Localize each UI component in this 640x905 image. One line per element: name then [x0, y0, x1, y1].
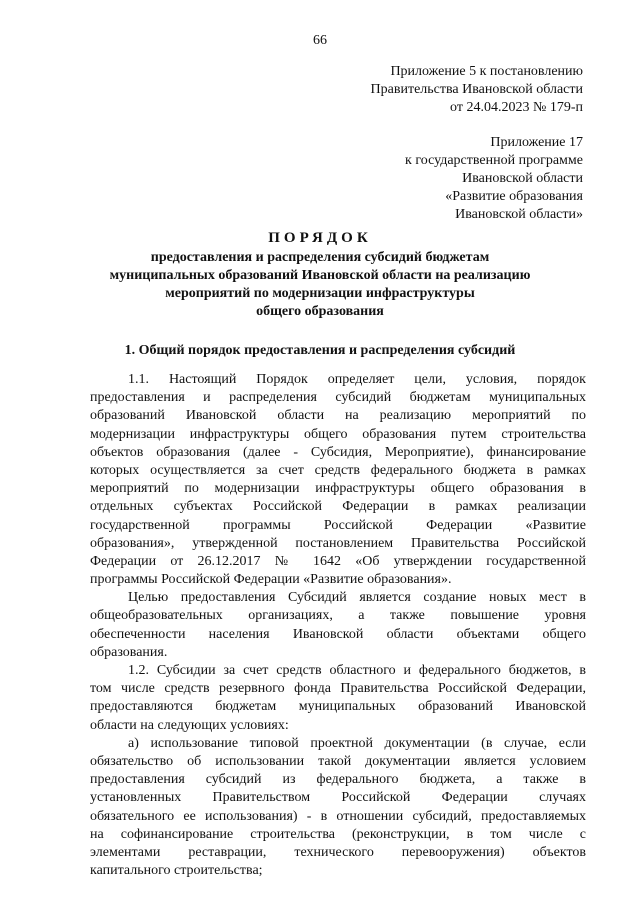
- paragraph-line: элементами реставрации, технического перевооружения) объектов: [90, 844, 586, 860]
- paragraph-line: которых осуществляется за счет средств федерального бюджета в рамках: [90, 462, 586, 478]
- subtitle-line: предоставления и распределения субсидий бюджетам: [150, 250, 490, 265]
- paragraph-line: Федерации от 26.12.2017 № 1642 «Об утверждении государственной: [90, 553, 586, 569]
- paragraph-line: государственной программы Российской Федерации «Развитие: [90, 517, 586, 533]
- paragraph-line: области на следующих условиях:: [90, 717, 289, 733]
- program-line: Приложение 17: [490, 135, 583, 150]
- appendix-line: Правительства Ивановской области: [370, 82, 583, 97]
- appendix-line: от 24.04.2023 № 179-п: [450, 100, 583, 115]
- subtitle-line: мероприятий по модернизации инфраструктуры: [165, 286, 475, 301]
- appendix-reference-block: [371, 63, 583, 117]
- paragraph-line: на софинансирование строительства (реконструкции, в том числе с: [90, 826, 586, 842]
- paragraph-line: отдельных субъектах Российской Федерации в рамках реализации: [90, 499, 586, 515]
- paragraph-line: программы Российской Федерации «Развитие образования».: [90, 572, 452, 588]
- paragraph: [90, 662, 586, 735]
- document-title: ПОРЯДОК: [268, 230, 372, 246]
- program-line: к государственной программе: [405, 153, 583, 168]
- paragraph-line: обеспеченности населения Ивановской области объектами общего: [90, 626, 586, 642]
- paragraph-line: том числе средств резервного фонда Правительства Российской Федерации,: [90, 681, 586, 697]
- paragraph: [90, 589, 586, 662]
- program-reference-block: [405, 134, 583, 224]
- paragraph-line: предоставления и распределения субсидий бюджетам муниципальных: [90, 390, 586, 406]
- paragraph: [90, 371, 586, 589]
- paragraph-line: объектов образования (далее - Субсидия, Мероприятие), финансирование: [90, 444, 586, 460]
- document-body: [90, 371, 586, 880]
- paragraph-line: предоставляются бюджетам муниципальных образований Ивановской: [90, 699, 586, 715]
- subtitle-line: муниципальных образований Ивановской области на реализацию: [109, 268, 531, 283]
- paragraph-line: предоставления субсидий из федерального бюджета, а также в: [90, 772, 586, 788]
- document-subtitle: [90, 249, 550, 321]
- program-line: Ивановской области»: [455, 207, 583, 222]
- paragraph-line: Целью предоставления Субсидий является создание новых мест в: [128, 590, 586, 606]
- paragraph-line: обязательного ее использования) - в отношении субсидий, предоставляемых: [90, 808, 586, 824]
- paragraph-line: образования», утвержденной постановлением Правительства Российской: [90, 535, 586, 551]
- paragraph-line: а) использование типовой проектной документации (в случае, если: [128, 735, 586, 751]
- paragraph-line: модернизации инфраструктуры общего образования путем строительства: [90, 426, 586, 442]
- subtitle-line: общего образования: [256, 304, 384, 319]
- paragraph-line: общеобразовательных организациях, а также повышение уровня: [90, 608, 586, 624]
- section-heading: 1. Общий порядок предоставления и распределения субсидий: [124, 343, 516, 358]
- paragraph-line: мероприятий по модернизации инфраструктуры общего образования в: [90, 481, 586, 497]
- program-line: «Развитие образования: [445, 189, 583, 204]
- appendix-line: Приложение 5 к постановлению: [390, 64, 583, 79]
- paragraph-line: 1.2. Субсидии за счет средств областного и федерального бюджетов, в: [128, 663, 586, 678]
- paragraph-line: образований Ивановской области на реализацию мероприятий по: [90, 408, 586, 424]
- program-line: Ивановской области: [462, 171, 583, 186]
- paragraph-line: 1.1. Настоящий Порядок определяет цели, условия, порядок: [128, 372, 586, 387]
- paragraph-line: образования.: [90, 644, 168, 660]
- paragraph-line: установленных Правительством Российской Федерации случаях: [90, 790, 586, 806]
- page-number: 66: [313, 33, 327, 48]
- paragraph: [90, 735, 586, 881]
- paragraph-line: капитального строительства;: [90, 863, 263, 879]
- paragraph-line: обязательство об использовании такой документации является условием: [90, 753, 586, 769]
